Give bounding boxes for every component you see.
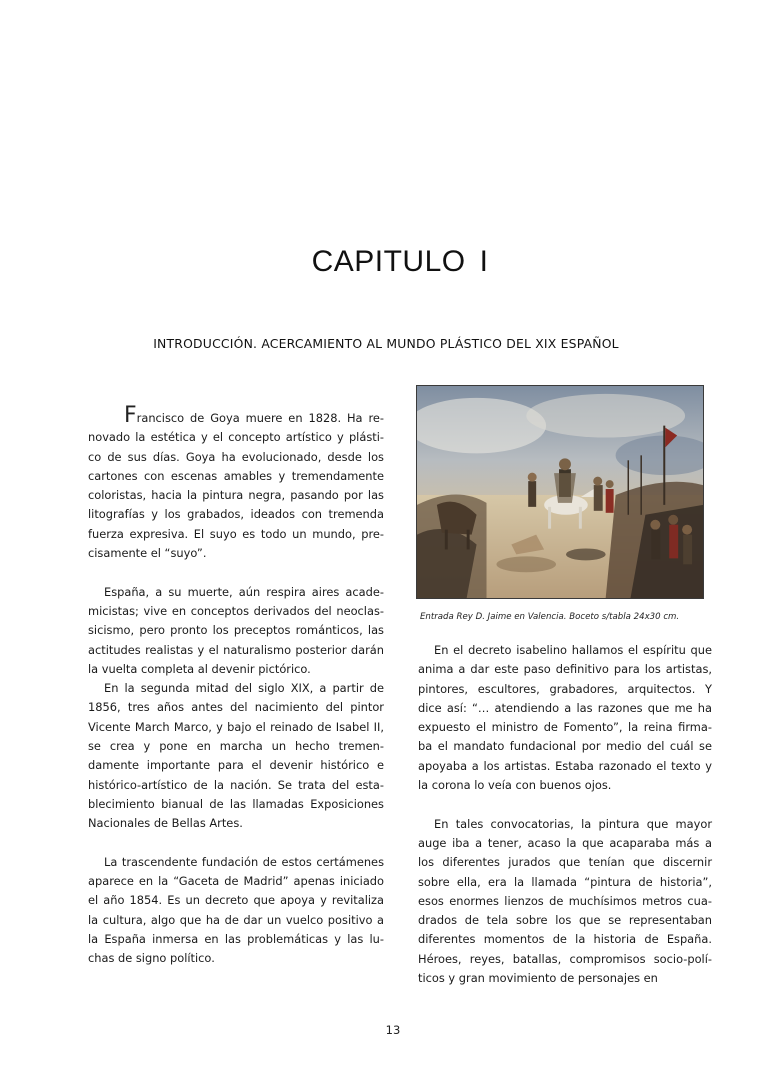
paragraph-1-text: rancisco de Goya muere en 1828. Ha re-novado la estética y el concepto artístico y plásti-co de sus días. Goya ha evolucionado, desde los cartones con escenas amables y tremendamente coloristas, hacia la pintura negra, pasando por las litografías y los grabados, ideados con tremenda fuerza expresiva. El suyo es todo un mundo, pre-cisamente el “suyo”.: [88, 411, 384, 561]
chapter-title: [0, 245, 764, 279]
painting-figure: [416, 385, 704, 599]
chapter-number: I: [479, 245, 489, 278]
paragraph-1: [88, 403, 384, 563]
paragraph-2: España, a su muerte, aún respira aires acade-micistas; vive en conceptos derivados del neoclas-sicismo, pero pronto los preceptos románticos, las actitudes realistas y el naturalismo posterior darán la vuelta completa al devenir pictórico.: [88, 584, 384, 676]
chapter-label: CAPITULO: [311, 245, 466, 278]
chapter-subtitle: INTRODUCCIÓN. ACERCAMIENTO AL MUNDO PLÁSTICO DEL XIX ESPAÑOL: [153, 336, 619, 351]
right-column: [418, 641, 712, 988]
paragraph-4: La trascendente fundación de estos certámenes aparece en la “Gaceta de Madrid” apenas iniciado el año 1854. Es un decreto que apoya y revitaliza la cultura, algo que ha de dar un vuelco positivo a la España inmersa en las problemáticas y las lu-chas de signo político.: [88, 854, 384, 966]
figure-caption: Entrada Rey D. Jaime en Valencia. Boceto s/tabla 24x30 cm.: [420, 612, 680, 622]
paragraph-3: En la segunda mitad del siglo XIX, a partir de 1856, tres años antes del nacimiento del pintor Vicente March Marco, y bajo el reinado de Isabel II, se crea y pone en marcha un hecho tremen-damente importante para el devenir histórico e histórico-artístico de la nación. Se trata del esta-blecimiento bianual de las llamadas Exposiciones Nacionales de Bellas Artes.: [88, 681, 384, 831]
left-column: [88, 403, 384, 969]
paragraph-5: En el decreto isabelino hallamos el espíritu que anima a dar este paso definitivo para los artistas, pintores, escultores, grabadores, arquitectos. Y dice así: “… atendiendo a las razones que me ha expuesto el ministro de Fomento”, la reina firma-ba el mandato fundacional por medio del cuál se apoyaba a los artistas. Estaba razonado el texto y la corona lo veía con buenos ojos.: [418, 643, 712, 793]
paragraph-6: En tales convocatorias, la pintura que mayor auge iba a tener, acaso la que acaparaba más a los diferentes jurados que tenían que discernir sobre ella, era la llamada “pintura de historia”, esos enormes lienzos de muchísimos metros cua-drados de tela sobre los que se representaban diferentes momentos de la historia de España. Héroes, reyes, batallas, compromisos socio-polí-ticos y gran movimiento de personajes en: [418, 816, 712, 986]
painting-image: [417, 386, 703, 598]
drop-cap: F: [124, 403, 137, 428]
page-number: 13: [385, 1023, 401, 1037]
